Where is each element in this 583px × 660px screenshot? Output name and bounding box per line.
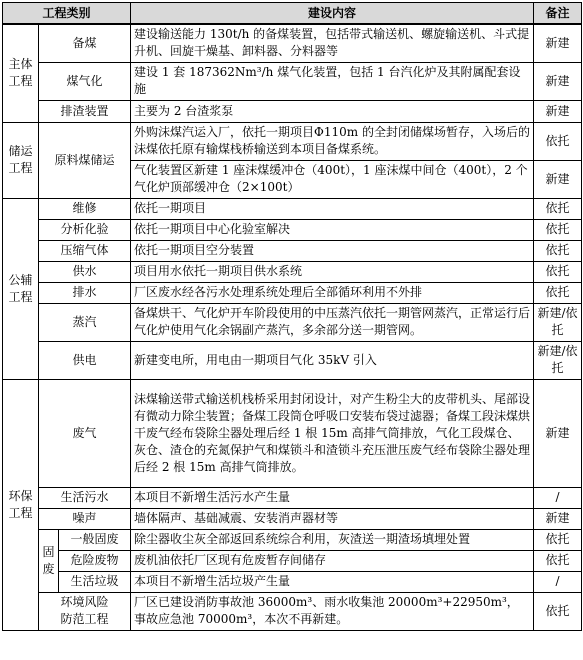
header-category: 工程类别 xyxy=(3,3,131,25)
item-name: 危险废物 xyxy=(59,550,131,571)
item-remark: 依托 xyxy=(534,592,582,630)
item-remark: 新建 xyxy=(534,160,582,198)
item-remark: 新建 xyxy=(534,62,582,100)
table-row xyxy=(3,100,582,122)
item-content: 依托一期项目中心化验室解决 xyxy=(131,219,534,240)
item-content: 新建变电所，用电由一期项目气化 35kV 引入 xyxy=(131,341,534,379)
item-content: 废机油依托厂区现有危废暂存间储存 xyxy=(131,550,534,571)
item-remark: 依托 xyxy=(534,282,582,303)
table-row xyxy=(3,303,582,341)
item-name: 生活垃圾 xyxy=(59,571,131,592)
item-name: 蒸汽 xyxy=(39,303,131,341)
item-remark: 新建 xyxy=(534,100,582,122)
section-name: 储运 工程 xyxy=(3,122,39,198)
header-row xyxy=(3,3,582,25)
table-row xyxy=(3,379,582,487)
item-content: 依托一期项目空分装置 xyxy=(131,240,534,261)
item-name: 噪声 xyxy=(39,508,131,529)
table-row xyxy=(3,122,582,160)
item-content: 本项目不新增生活污水产生量 xyxy=(131,487,534,508)
table-row xyxy=(3,550,582,571)
item-name: 排水 xyxy=(39,282,131,303)
table-row xyxy=(3,282,582,303)
table-row xyxy=(3,571,582,592)
item-name: 环境风险 防范工程 xyxy=(39,592,131,630)
table-row xyxy=(3,341,582,379)
item-content: 本项目不新增生活垃圾产生量 xyxy=(131,571,534,592)
item-name: 生活污水 xyxy=(39,487,131,508)
item-remark: / xyxy=(534,487,582,508)
item-remark: 依托 xyxy=(534,219,582,240)
item-name: 原料煤储运 xyxy=(39,122,131,198)
item-remark: 新建/依托 xyxy=(534,341,582,379)
table-row xyxy=(3,219,582,240)
item-remark: 新建 xyxy=(534,379,582,487)
table-row xyxy=(3,592,582,630)
item-remark: 新建 xyxy=(534,24,582,62)
item-content: 备煤烘干、气化炉开车阶段使用的中压蒸汽依托一期管网蒸汽，正常运行后气化炉使用气化余锅副产蒸汽，多余部分送一期管网。 xyxy=(131,303,534,341)
table-row xyxy=(3,24,582,62)
item-name: 废气 xyxy=(39,379,131,487)
item-remark: 依托 xyxy=(534,550,582,571)
solid-waste-label: 固 废 xyxy=(39,529,59,592)
table-row xyxy=(3,261,582,282)
item-remark: 新建/依托 xyxy=(534,303,582,341)
item-name: 分析化验 xyxy=(39,219,131,240)
table-row xyxy=(3,529,582,550)
item-content: 项目用水依托一期项目供水系统 xyxy=(131,261,534,282)
item-remark: 依托 xyxy=(534,122,582,160)
table-row xyxy=(3,240,582,261)
table-row xyxy=(3,198,582,219)
item-remark: 新建 xyxy=(534,508,582,529)
item-name: 供电 xyxy=(39,341,131,379)
item-remark: 依托 xyxy=(534,529,582,550)
item-content: 建设输送能力 130t/h 的备煤装置，包括带式输送机、螺旋输送机、斗式提升机、回旋干燥基、卸料器、分料器等 xyxy=(131,24,534,62)
item-name: 排渣装置 xyxy=(39,100,131,122)
header-remark: 备注 xyxy=(534,3,582,25)
header-content: 建设内容 xyxy=(131,3,534,25)
item-name: 维修 xyxy=(39,198,131,219)
item-content: 沫煤输送带式输送机栈桥采用封闭设计，对产生粉尘大的皮带机头、尾部设有微动力除尘装置；备煤工段筒仓呼吸口安装布袋过滤器；备煤工段沫煤烘干废气经布袋除尘器处理后经 1 根 15m 高排气筒排放，气化工段煤仓、灰仓、渣仓的充氮保护气和煤锁斗和渣锁斗充压泄压废气经布袋除尘器处理后经 2 根 15m 高排气筒排放。 xyxy=(131,379,534,487)
item-remark: / xyxy=(534,571,582,592)
item-content: 厂区已建设消防事故池 36000m³、雨水收集池 20000m³+22950m³，事故应急池 70000m³，本次不再新建。 xyxy=(131,592,534,630)
table-row xyxy=(3,62,582,100)
item-content: 除尘器收尘灰全部返回系统综合利用，灰渣送一期渣场填埋处置 xyxy=(131,529,534,550)
section-name: 公辅 工程 xyxy=(3,198,39,379)
item-content: 主要为 2 台渣浆泵 xyxy=(131,100,534,122)
section-name: 环保 工程 xyxy=(3,379,39,630)
item-name: 一般固废 xyxy=(59,529,131,550)
construction-table xyxy=(2,2,582,631)
item-content: 建设 1 套 187362Nm³/h 煤气化装置，包括 1 台汽化炉及其附属配套设施 xyxy=(131,62,534,100)
section-name: 主体 工程 xyxy=(3,24,39,122)
item-name: 煤气化 xyxy=(39,62,131,100)
item-content: 气化装置区新建 1 座沫煤缓冲仓（400t），1 座沫煤中间仓（400t），2 个气化炉顶部缓冲仓（2×100t） xyxy=(131,160,534,198)
item-content: 厂区废水经各污水处理系统处理后全部循环利用不外排 xyxy=(131,282,534,303)
table-row xyxy=(3,487,582,508)
item-name: 供水 xyxy=(39,261,131,282)
table-row xyxy=(3,508,582,529)
item-content: 墙体隔声、基础减震、安装消声器材等 xyxy=(131,508,534,529)
item-remark: 依托 xyxy=(534,198,582,219)
item-name: 备煤 xyxy=(39,24,131,62)
item-remark: 依托 xyxy=(534,240,582,261)
item-content: 外购沫煤汽运入厂，依托一期项目Φ110m 的全封闭储煤场暂存，入场后的沫煤依托原有输煤栈桥输送到本项目备煤系统。 xyxy=(131,122,534,160)
item-content: 依托一期项目 xyxy=(131,198,534,219)
item-name: 压缩气体 xyxy=(39,240,131,261)
item-remark: 依托 xyxy=(534,261,582,282)
